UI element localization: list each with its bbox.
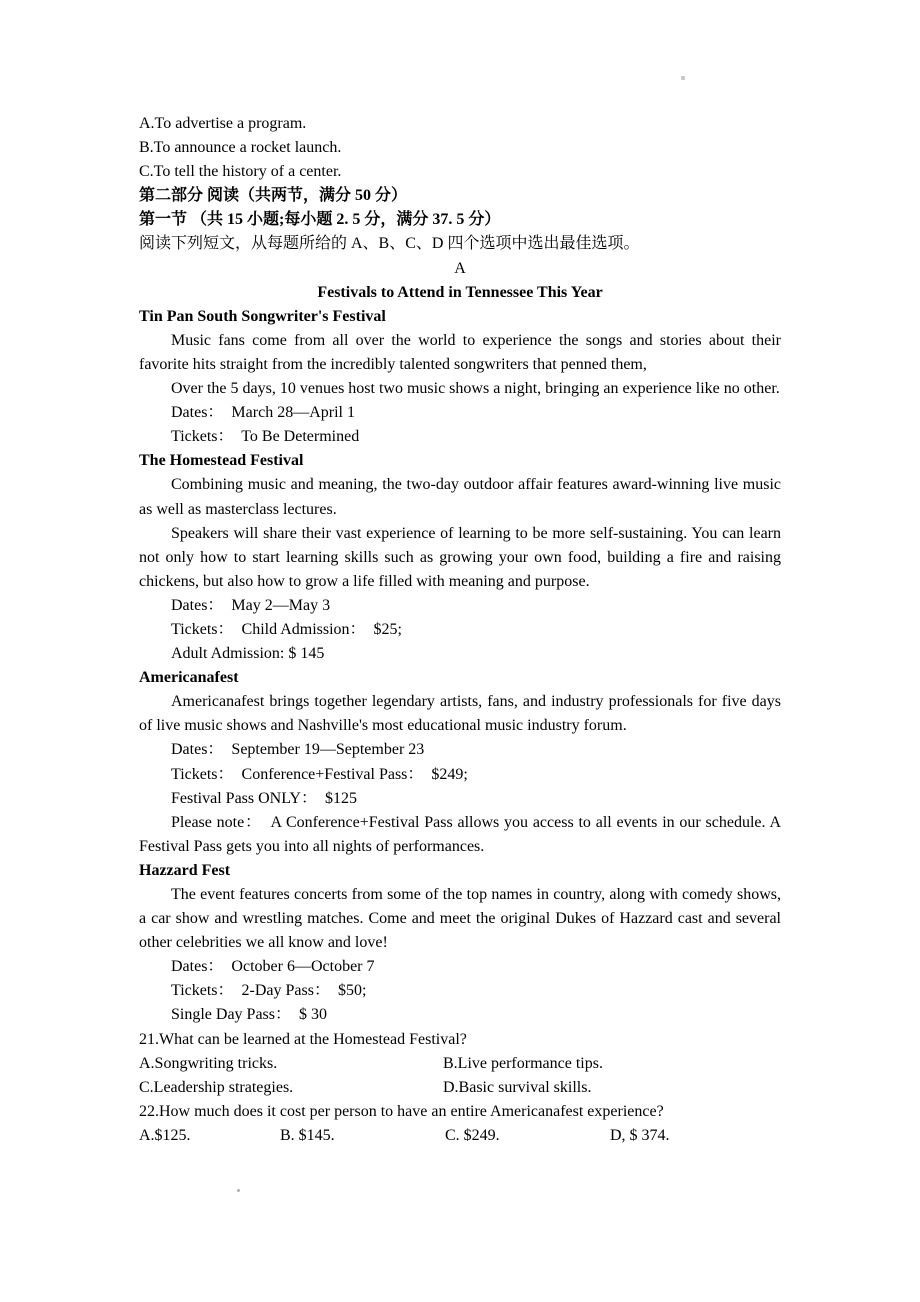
- festival-detail: Single Day Pass： $ 30: [171, 1006, 328, 1024]
- option: D.Basic survival skills.: [443, 1078, 592, 1096]
- passage-label: A: [454, 259, 466, 277]
- festival-detail: Tickets： Child Admission： $25;: [171, 620, 403, 638]
- question-text: 21.What can be learned at the Homestead Festival?: [139, 1030, 467, 1048]
- festival-heading: Hazzard Fest: [139, 861, 231, 879]
- part2-heading: 第二部分 阅读（共两节，满分 50 分）: [139, 187, 408, 205]
- festival-paragraph: Combining music and meaning, the two-day outdoor affair features award-winning live music as well as masterclass lectures.: [139, 476, 785, 518]
- question-text: 22.How much does it cost per person to have an entire Americanafest experience?: [139, 1102, 664, 1120]
- options-row: [139, 1124, 781, 1148]
- exam-page-content: [139, 112, 785, 1148]
- option: C.Leadership strategies.: [139, 1078, 294, 1096]
- festival-detail: Dates： March 28—April 1: [171, 404, 355, 422]
- festival-detail: Dates： October 6—October 7: [171, 958, 375, 976]
- festival-detail: Adult Admission: $ 145: [171, 645, 325, 663]
- festival-detail: Tickets： To Be Determined: [171, 428, 360, 446]
- festival-detail: Festival Pass ONLY： $125: [171, 789, 357, 807]
- festival-paragraph: Music fans come from all over the world to experience the songs and stories about their favorite hits straight from the incredibly talented songwriters that penned them,: [139, 331, 785, 373]
- stray-mark-top: [681, 76, 685, 80]
- options-row: [139, 1052, 781, 1076]
- option: B. $145.: [280, 1126, 335, 1144]
- prior-option-line: A.To advertise a program.: [139, 115, 307, 132]
- option: B.Live performance tips.: [443, 1054, 603, 1072]
- festival-paragraph: Over the 5 days, 10 venues host two music shows a night, bringing an experience like no other.: [171, 380, 780, 398]
- festival-heading: Tin Pan South Songwriter's Festival: [139, 307, 386, 325]
- section1-heading: 第一节 （共 15 小题;每小题 2. 5 分，满分 37. 5 分）: [139, 211, 501, 229]
- option: D, $ 374.: [610, 1126, 670, 1144]
- festival-detail: Dates： May 2—May 3: [171, 596, 331, 614]
- prior-option-line: B.To announce a rocket launch.: [139, 139, 342, 157]
- prior-option-line: C.To tell the history of a center.: [139, 163, 342, 181]
- options-row: [139, 1076, 781, 1100]
- option: C. $249.: [445, 1126, 500, 1144]
- festival-paragraph: The event features concerts from some of the top names in country, along with comedy shows, a car show and wrestling matches. Come and meet the original Dukes of Hazzard cast and several other celebrities we all know and love!: [139, 886, 785, 952]
- passage-title: Festivals to Attend in Tennessee This Year: [317, 283, 603, 301]
- option: A.Songwriting tricks.: [139, 1054, 278, 1072]
- festival-paragraph: Speakers will share their vast experience of learning to be more self-sustaining. You can learn not only how to start learning skills such as growing your own food, building a fire and raising chickens, but also how to grow a life filled with meaning and purpose.: [139, 524, 785, 590]
- festival-heading: Americanafest: [139, 669, 239, 687]
- reading-instructions: 阅读下列短文，从每题所给的 A、B、C、D 四个选项中选出最佳选项。: [139, 235, 640, 253]
- festival-paragraph: Americanafest brings together legendary artists, fans, and industry professionals for five days of live music shows and Nashville's most educational music industry forum.: [139, 693, 785, 735]
- stray-mark-bottom: [237, 1189, 240, 1192]
- festival-detail: Tickets： Conference+Festival Pass： $249;: [171, 765, 468, 783]
- festival-note: Please note： A Conference+Festival Pass allows you access to all events in our schedule. A Festival Pass gets you into all nights of performances.: [139, 813, 785, 855]
- festival-detail: Tickets： 2-Day Pass： $50;: [171, 982, 367, 1000]
- option: A.$125.: [139, 1126, 191, 1144]
- festival-heading: The Homestead Festival: [139, 452, 304, 470]
- festival-detail: Dates： September 19—September 23: [171, 741, 425, 759]
